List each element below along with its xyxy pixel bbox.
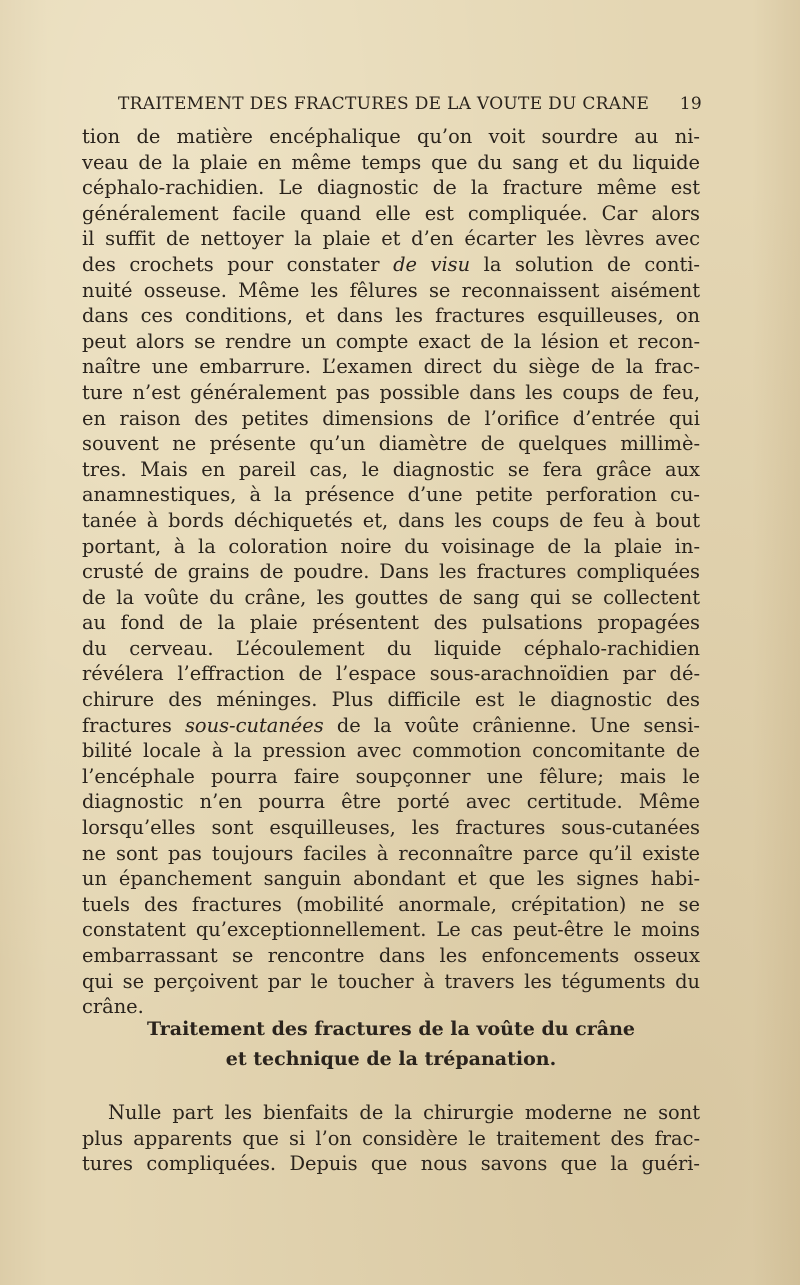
text-line: dans ces conditions, et dans les fractures esquilleuses, on (82, 304, 700, 328)
text-line: portant, à la coloration noire du voisinage de la plaie in- (82, 534, 700, 558)
text-line: de la voûte du crâne, les gouttes de sang qui se collectent (82, 585, 700, 609)
text-line: embarrassant se rencontre dans les enfoncements osseux (82, 944, 700, 967)
text-line: généralement facile quand elle est compliquée. Car alors (82, 201, 700, 225)
paragraph-1 (82, 124, 700, 1020)
text-line: tanée à bords déchiquetés et, dans les coups de feu à bout (82, 508, 700, 532)
section-heading-line-2: et technique de la trépanation. (225, 1048, 557, 1070)
text-line: chirure des méninges. Plus difficile est le diagnostic des (82, 688, 700, 712)
text-line: anamnestiques, à la présence d’une petite perforation cu- (82, 483, 700, 507)
text-line: veau de la plaie en même temps que du sang et du liquide (82, 150, 700, 174)
section-heading-line-1: Traitement des fractures de la voûte du crâne (147, 1018, 635, 1040)
running-head (118, 92, 702, 116)
text-line: ne sont pas toujours faciles à reconnaître parce qu’il existe (82, 841, 700, 865)
text-line: ture n’est généralement pas possible dans les coups de feu, (82, 380, 700, 404)
text-line: lorsqu’elles sont esquilleuses, les fractures sous-cutanées (82, 816, 700, 840)
text-line: Nulle part les bienfaits de la chirurgie moderne ne sont (108, 1101, 700, 1124)
text-line: bilité locale à la pression avec commotion concomitante de (82, 739, 700, 763)
text-line: naître une embarrure. L’examen direct du siège de la frac- (82, 355, 700, 379)
text-line: tures compliquées. Depuis que nous savons que la guéri- (82, 1152, 700, 1176)
text-line: qui se perçoivent par le toucher à travers les téguments du (82, 969, 700, 993)
text-line: en raison des petites dimensions de l’orifice d’entrée qui (82, 406, 700, 430)
text-line: révélera l’effraction de l’espace sous-arachnoïdien par dé- (82, 662, 700, 686)
text-line: céphalo-rachidien. Le diagnostic de la fracture même est (82, 176, 700, 200)
text-line: un épanchement sanguin abondant et que les signes habi- (82, 867, 700, 891)
text-line: des crochets pour constater de visu la solution de conti- (82, 252, 700, 276)
text-line: crâne. (82, 995, 144, 1019)
page-number: 19 (679, 94, 702, 114)
text-line: souvent ne présente qu’un diamètre de quelques millimè- (82, 432, 700, 456)
text-line: au fond de la plaie présentent des pulsations propagées (82, 611, 700, 635)
text-line: constatent qu’exceptionnellement. Le cas peut-être le moins (82, 918, 700, 942)
text-line: fractures sous-cutanées de la voûte crânienne. Une sensi- (82, 713, 700, 737)
text-line: il suffit de nettoyer la plaie et d’en écarter les lèvres avec (82, 227, 700, 251)
text-line: tuels des fractures (mobilité anormale, crépitation) ne se (82, 892, 700, 916)
text-line: crusté de grains de poudre. Dans les fractures compliquées (82, 560, 700, 584)
text-line: diagnostic n’en pourra être porté avec certitude. Même (82, 790, 700, 814)
text-line: du cerveau. L’écoulement du liquide céphalo-rachidien (82, 636, 700, 660)
text-line: peut alors se rendre un compte exact de la lésion et recon- (82, 329, 700, 353)
text-line: tres. Mais en pareil cas, le diagnostic se fera grâce aux (82, 457, 700, 481)
text-line: nuité osseuse. Même les fêlures se reconnaissent aisément (82, 278, 700, 302)
text-line: plus apparents que si l’on considère le traitement des frac- (82, 1126, 700, 1150)
text-line: l’encéphale pourra faire soupçonner une fêlure; mais le (82, 764, 700, 788)
paragraph-2 (82, 1100, 700, 1177)
text-line: tion de matière encéphalique qu’on voit sourdre au ni- (82, 125, 700, 148)
running-head-title: TRAITEMENT DES FRACTURES DE LA VOUTE DU CRANE (118, 94, 650, 114)
